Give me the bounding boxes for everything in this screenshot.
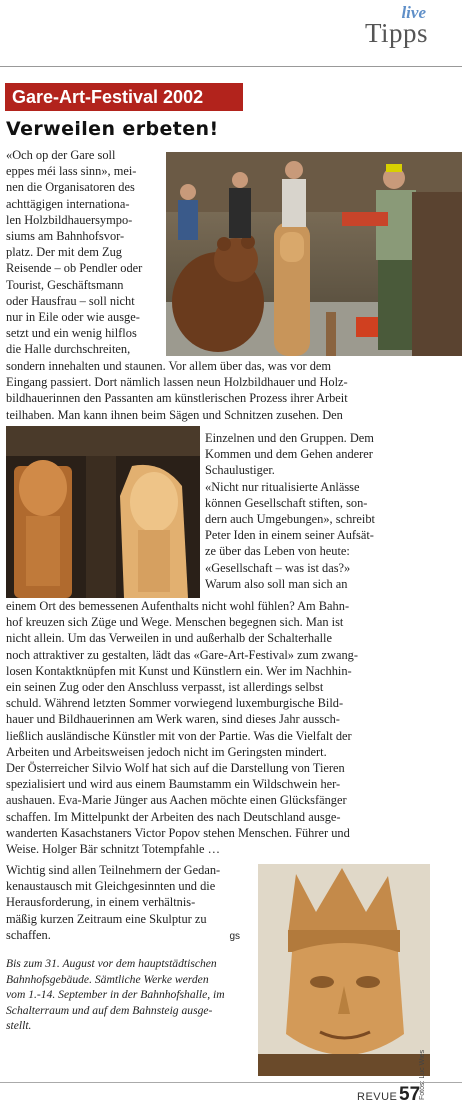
photo-sculptors-at-work — [166, 152, 462, 356]
text-line: wanderten Kasachstaners Victor Popov stehen Menschen. Führer und — [6, 825, 350, 840]
text-line: nen die Organisatoren des — [6, 180, 135, 195]
text-line: noch attraktiver zu gestalten, lädt das «Gare-Art-Festival» zum zwang- — [6, 647, 358, 662]
text-line: ze über das Leben von heute: — [205, 544, 350, 559]
text-line: «Och op der Gare soll — [6, 148, 116, 162]
text-line: Reisende – ob Pendler oder — [6, 261, 143, 276]
text-line: schaffen. Im Mittelpunkt der Arbeiten des nach Deutschland ausge- — [6, 809, 341, 824]
text-line-end: schaffen. — [6, 927, 51, 942]
header-rule — [0, 66, 462, 67]
text-line: Warum also soll man sich an — [205, 576, 348, 591]
text-line: die Halle durchschreiten, — [6, 342, 131, 357]
text-line: Tourist, Geschäftsmann — [6, 277, 124, 292]
photo-carved-figures — [6, 426, 200, 598]
text-line: siums am Bahnhofsvor- — [6, 229, 125, 244]
full-width-paragraph-1 — [6, 358, 461, 423]
text-line: Eingang passiert. Dort nämlich lassen neun Holzbildhauer und Holz- — [6, 375, 348, 390]
text-line: Schalterraum und auf dem Bahnsteig ausge- — [6, 1003, 213, 1017]
text-line: spezialisiert und wird aus einem Baumstamm ein Wildschwein her- — [6, 777, 341, 792]
text-line: nicht allein. Um das Verweilen in und außerhalb der Schalterhalle — [6, 631, 332, 646]
article-headline: Verweilen erbeten! — [6, 118, 219, 140]
text-line: bildhauerinnen den Passanten am künstlerischen Prozess ihrer Arbeit — [6, 391, 348, 406]
closing-column — [6, 862, 256, 943]
text-line: Der Österreicher Silvio Wolf hat sich auf die Darstellung von Tieren — [6, 761, 345, 776]
text-line: teilhaben. Man kann ihnen beim Sägen und Schnitzen zusehen. Den — [6, 407, 343, 422]
text-line: ließlich ausländische Künstler mit von der Partie. Was die Vielfalt der — [6, 728, 352, 743]
text-line: Kommen und dem Gehen anderer — [205, 447, 373, 462]
photo-credit: Fotos: Luc Wies — [419, 1049, 426, 1100]
text-line: sondern innehalten und staunen. Vor allem über das, was vor dem — [6, 359, 332, 373]
text-line: «Nicht nur ritualisierte Anlässe — [205, 479, 360, 494]
text-line: len Holzbildhauersympo- — [6, 212, 133, 227]
text-line: kenaustausch mit Gleichgesinnten und die — [6, 879, 216, 894]
text-line: oder Hausfrau – soll nicht — [6, 293, 135, 308]
text-line: schuld. Während letzten Sommer vorwiegend luxemburgische Bild- — [6, 696, 344, 711]
text-line: losen Kontaktknüpfen mit Kunst und Künstlern ein. Wer im Nachhin- — [6, 663, 352, 678]
text-line: Wichtig sind allen Teilnehmern der Gedan- — [6, 863, 221, 877]
text-line: Einzelnen und den Gruppen. Dem — [205, 431, 374, 445]
text-line: mäßig kurzen Zeitraum eine Skulptur zu — [6, 911, 207, 926]
text-line: Weise. Holger Bär schnitzt Totempfahle … — [6, 842, 220, 857]
author-signature: gs — [229, 930, 240, 942]
section-kicker-live: live — [401, 3, 426, 22]
text-line: Arbeiten und Arbeitsweisen jedoch nicht im Geringsten mindert. — [6, 744, 327, 759]
text-line: platz. Der mit dem Zug — [6, 245, 122, 260]
info-box — [6, 956, 256, 1034]
text-line: achttägigen internationa- — [6, 196, 130, 211]
text-line: hauer und Bildhauerinnen am Werk waren, sind dieses Jahr aussch- — [6, 712, 340, 727]
text-line: einem Ort des bemessenen Aufenthalts nicht wohl fühlen? Am Bahn- — [6, 599, 350, 613]
side-column — [205, 430, 461, 592]
text-line: Schaulustiger. — [205, 463, 275, 478]
intro-column — [6, 147, 166, 358]
text-line: hof kreuzen sich Züge und Wege. Menschen begegnen sich. Man ist — [6, 615, 344, 630]
magazine-name: REVUE — [357, 1091, 398, 1103]
section-title-tipps: Tipps — [364, 18, 428, 48]
text-line: Herausforderung, in einem verhältnis- — [6, 895, 196, 910]
text-line: ein seinen Zug oder den Anschluss verpasst, ist allerdings selbst — [6, 680, 324, 695]
full-width-paragraph-2 — [6, 598, 461, 857]
photo-crowned-head-sculpture — [258, 864, 430, 1076]
article-banner: Gare-Art-Festival 2002 — [5, 83, 243, 111]
text-line: Peter Iden in einem seiner Aufsät- — [205, 528, 374, 543]
text-line: Bahnhofsgebäude. Sämtliche Werke werden — [6, 972, 209, 986]
text-line: stellt. — [6, 1019, 32, 1033]
page-number: 57 — [399, 1084, 421, 1105]
text-line: vom 1.-14. September in der Bahnhofshalle, im — [6, 988, 225, 1002]
text-line: nur in Eile oder wie ausge- — [6, 310, 140, 325]
text-line: aushauen. Eva-Marie Jünger aus Aachen möchte einen Glücksfänger — [6, 793, 347, 808]
text-line: können Gesellschaft stiften, son- — [205, 495, 368, 510]
text-line: setzt und ein wenig hilflos — [6, 326, 137, 341]
text-line: «Gesellschaft – was ist das?» — [205, 560, 351, 575]
text-line — [6, 927, 256, 943]
text-line: Bis zum 31. August vor dem hauptstädtischen — [6, 957, 217, 970]
text-line: eppes méi lass sinn», mei- — [6, 164, 137, 179]
footer-rule — [0, 1082, 462, 1083]
text-line: dern auch Umgebungen», schreibt — [205, 512, 375, 527]
